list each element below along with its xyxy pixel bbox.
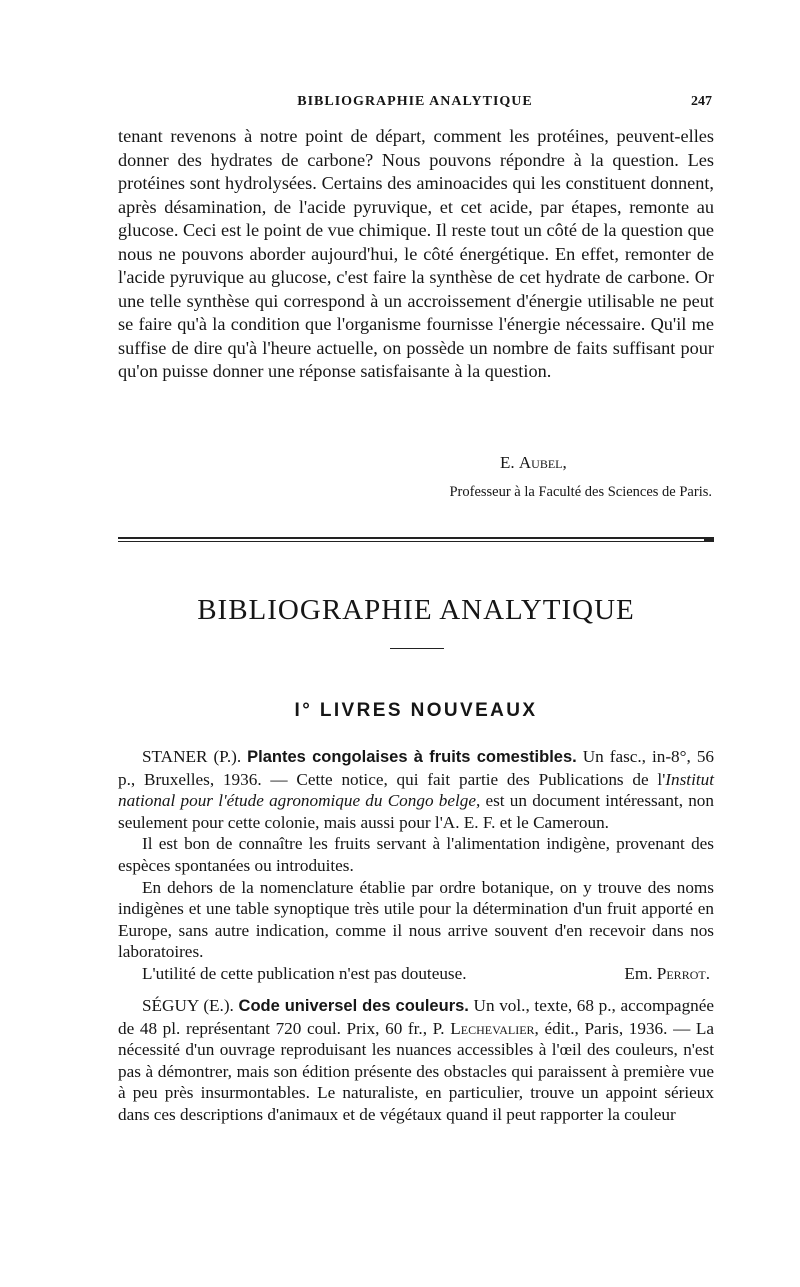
review-publisher: Lechevalier [450,1018,535,1038]
review-paragraph: En dehors de la nomenclature établie par ordre botanique, on y trouve des noms indigènes et une table synoptique très utile pour la détermination d'un fruit apporté en Europe, sans autre indication, comme il nous arrive souvent d'en recevoir dans nos laboratoires. [118,877,714,962]
reviewer-signature [600,963,714,985]
review-entry [118,995,714,1126]
article-conclusion-paragraph: tenant revenons à notre point de départ, comment les protéines, peuvent-elles donner des hydrates de carbone? Nous pouvons répondre à la question. Les protéines sont hydrolysées. Certains des aminoacides qui les constituent donnent, après désamination, de l'acide pyruvique, et cet acide, par étapes, remonte au glucose. Ceci est le point de vue chimique. Il reste tout un côté de la question que nous ne pouvons aborder aujourd'hui, le côté énergétique. En effet, remonter de l'acide pyruvique au glucose, c'est faire la synthèse de cet hydrate de carbone. Or une telle synthèse qui correspond à un accroissement d'énergie utilisable ne peut se faire qu'à la condition que l'organisme fournisse l'énergie nécessaire. Qu'il me suffise de dire qu'à l'heure actuelle, on possède un nombre de faits suffisant pour qu'on puisse donner une réponse satisfaisante à la question. [118,126,715,381]
title-underline [390,648,444,649]
review-institution: Institut national pour l'étude agronomique du Congo belge [118,769,714,811]
review-closing-text: L'utilité de cette publication n'est pas douteuse. [142,963,467,983]
review-author: SÉGUY (E.). [142,996,234,1015]
subsection-title: I° LIVRES NOUVEAUX [294,700,538,721]
review-paragraph [118,746,714,833]
signature-name: Aubel, [518,453,567,472]
review-details-end: , édit., Paris, 1936. — La nécessité d'un ouvrage reproduisant les nuances accessibles à l'œil des couleurs, n'est pas à démontrer, mais son édition présente des obstacles qui paraissent à première vue à peu près insurmontables. Le naturaliste, en particulier, trouve un appoint sérieux dans ces descriptions d'animaux et de végétaux quand il peut rapporter la couleur [118,1018,715,1124]
author-signature [500,453,567,473]
review-book-title: Code universel des couleurs. [238,997,469,1015]
review-book-title: Plantes congolaises à fruits comestibles. [247,748,577,766]
review-details-end: , est un document intéressant, non seulement pour cette colonie, mais aussi pour l'A. E. F. et le Cameroun. [118,791,714,832]
review-closing-line [118,963,714,985]
signature-initial: E. [500,453,515,472]
running-head [118,94,712,116]
reviewer-prefix: Em. [624,963,653,983]
review-details: Un fasc., in-8°, 56 p., Bruxelles, 1936. — Cette notice, qui fait partie des Publications de l' [118,747,715,789]
review-entry [118,746,714,985]
section-divider [118,537,714,542]
reviewer-name: Perrot. [656,963,710,983]
running-title: BIBLIOGRAPHIE ANALYTIQUE [297,94,533,109]
review-details: Un vol., texte, 68 p., accompagnée de 48 pl. représentant 720 coul. Prix, 60 fr., P. [118,996,715,1038]
review-paragraph [118,995,714,1126]
author-affiliation: Professeur à la Faculté des Sciences de Paris. [449,484,712,500]
review-author: STANER (P.). [142,747,242,766]
section-title: BIBLIOGRAPHIE ANALYTIQUE [197,594,635,626]
review-paragraph: Il est bon de connaître les fruits servant à l'alimentation indigène, provenant des espèces spontanées ou introduites. [118,834,714,875]
page-number: 247 [691,94,712,109]
